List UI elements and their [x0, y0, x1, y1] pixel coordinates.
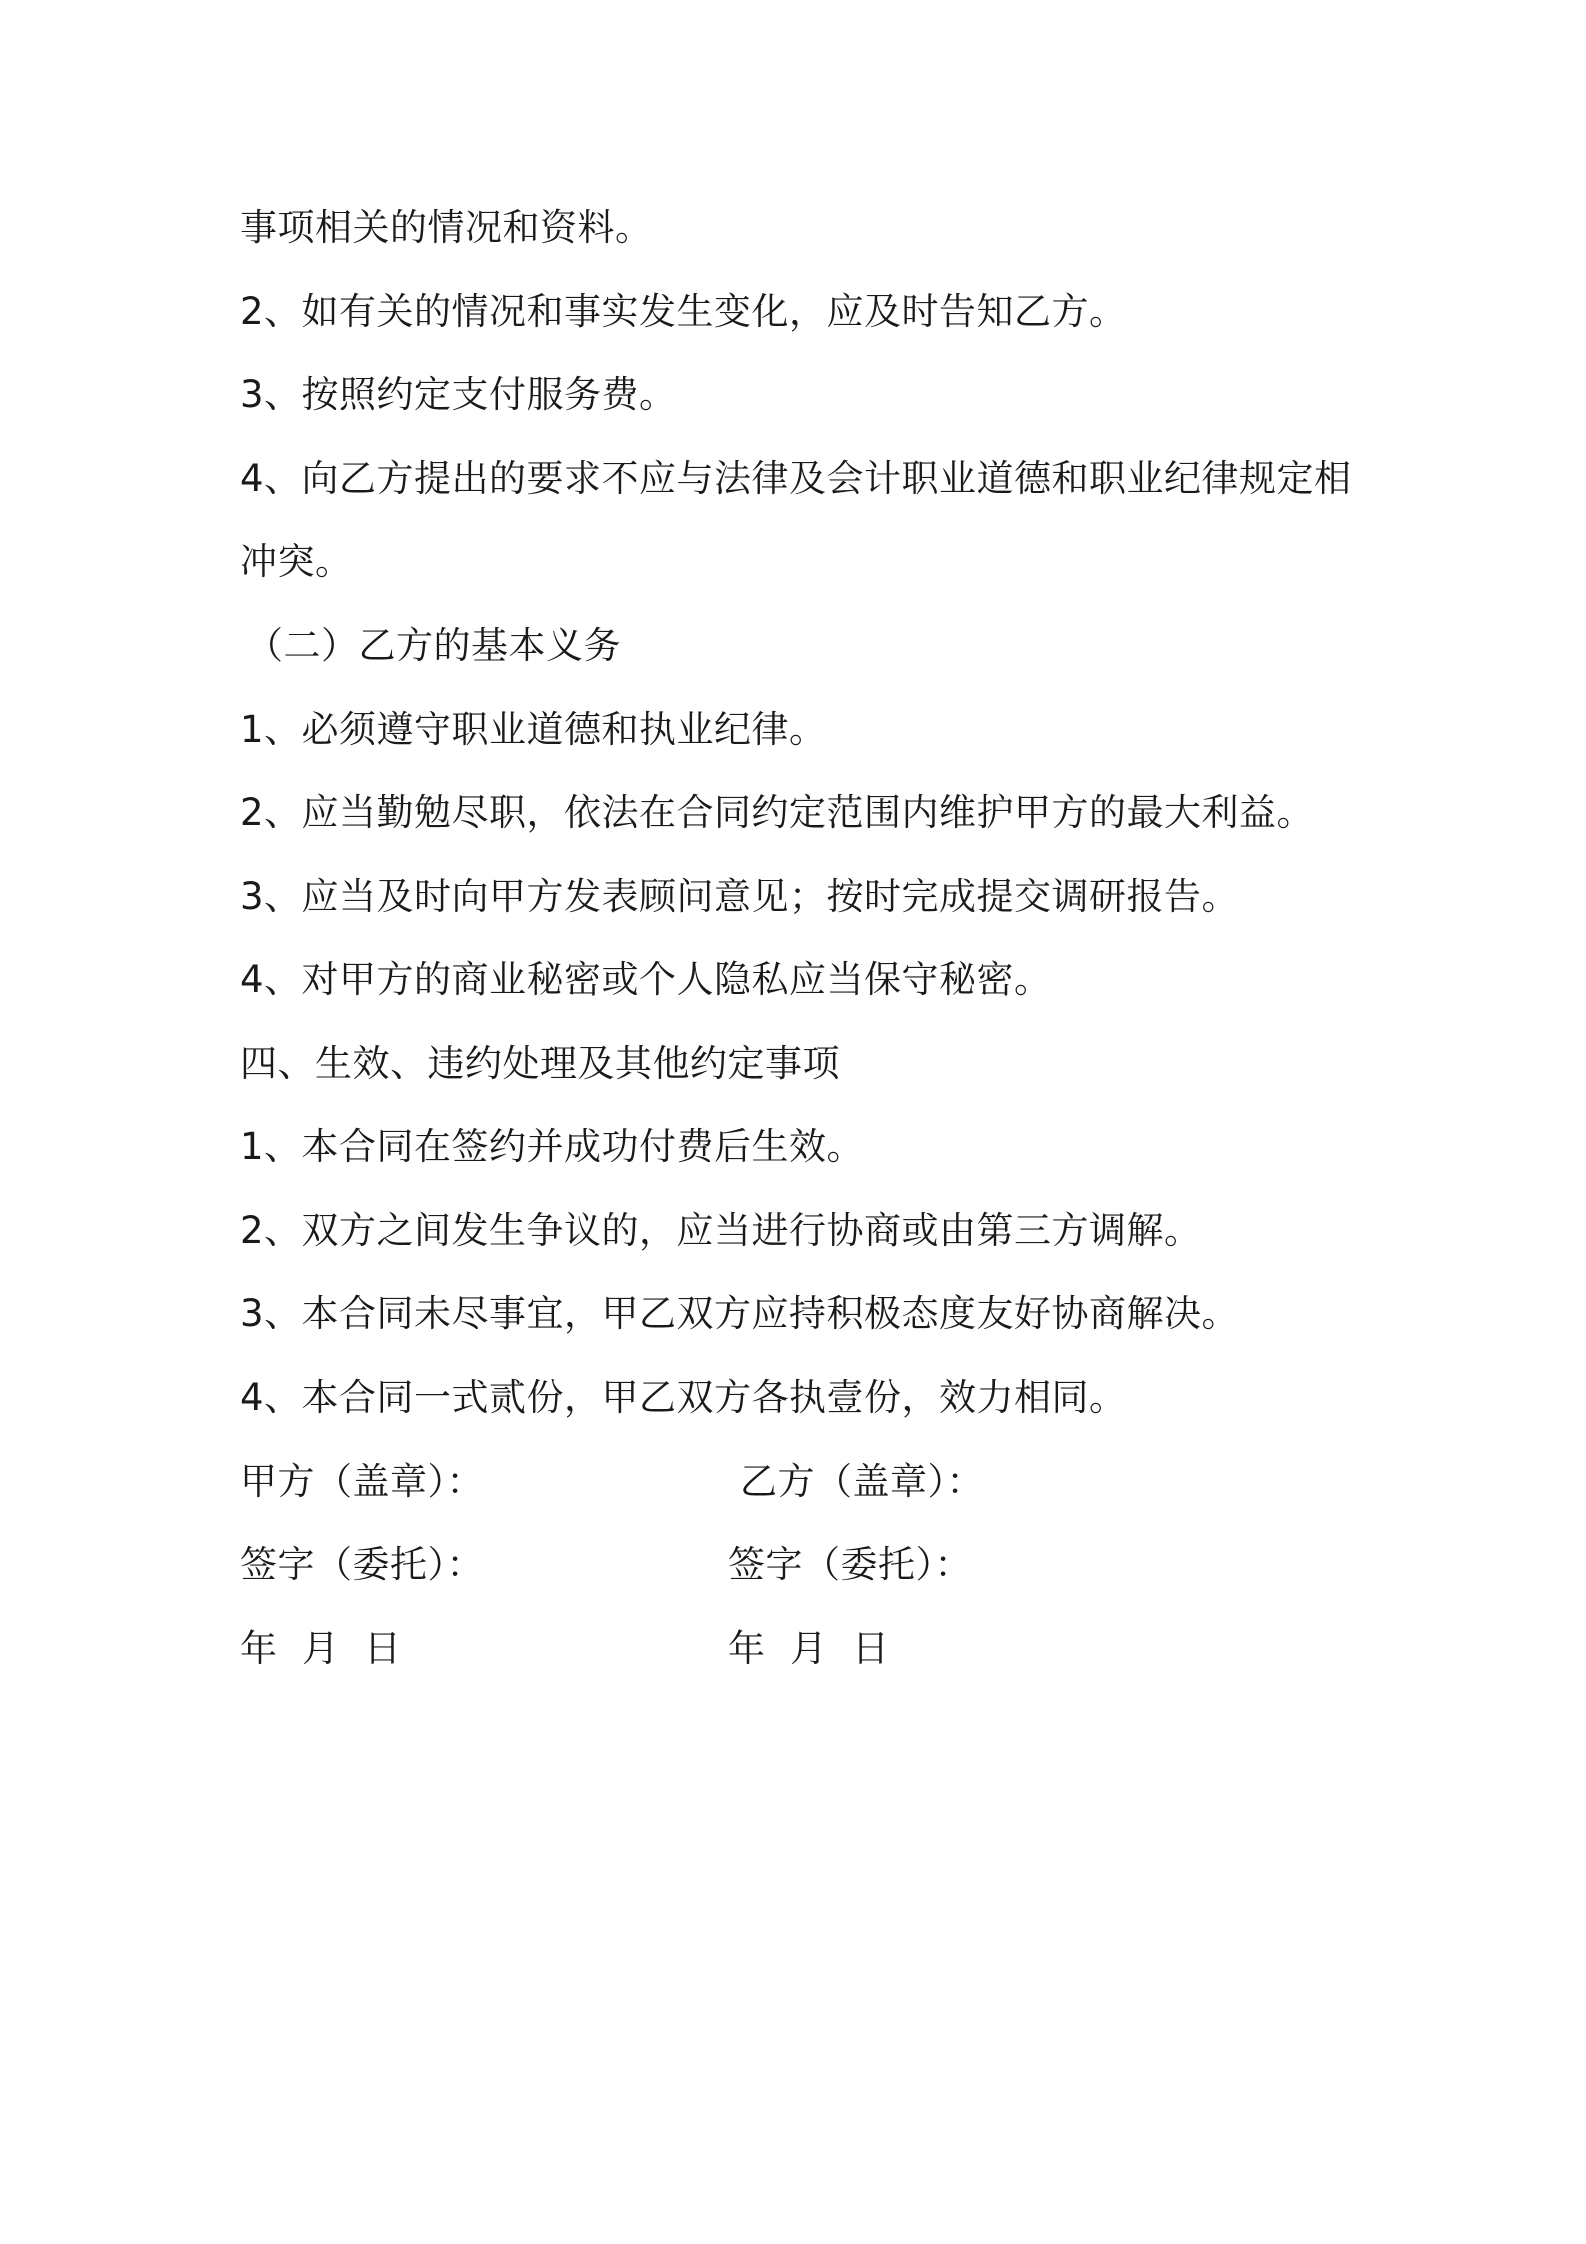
- clause-effect-2: 2、双方之间发生争议的，应当进行协商或由第三方调解。: [240, 1209, 1202, 1252]
- clause-party-a-2: 2、如有关的情况和事实发生变化，应及时告知乙方。: [240, 290, 1127, 333]
- clause-effect-1: 1、本合同在签约并成功付费后生效。: [240, 1125, 865, 1168]
- clause-effect-4: 4、本合同一式贰份，甲乙双方各执壹份，效力相同。: [240, 1376, 1127, 1419]
- clause-party-a-4: 4、向乙方提出的要求不应与法律及会计职业道德和职业纪律规定相: [240, 457, 1352, 500]
- section-heading-party-b-obligations: （二）乙方的基本义务: [246, 624, 621, 667]
- clause-party-a-4-continued: 冲突。: [240, 540, 353, 583]
- clause-text-line: 事项相关的情况和资料。: [240, 206, 653, 249]
- party-b-sign-label: 签字（委托）：: [728, 1543, 972, 1586]
- party-b-seal-label: 乙方（盖章）：: [740, 1460, 984, 1503]
- party-a-sign-label: 签字（委托）：: [240, 1543, 484, 1586]
- clause-party-b-2: 2、应当勤勉尽职，依法在合同约定范围内维护甲方的最大利益。: [240, 791, 1315, 834]
- clause-party-b-3: 3、应当及时向甲方发表顾问意见；按时完成提交调研报告。: [240, 875, 1240, 918]
- clause-party-b-4: 4、对甲方的商业秘密或个人隐私应当保守秘密。: [240, 958, 1052, 1001]
- clause-effect-3: 3、本合同未尽事宜，甲乙双方应持积极态度友好协商解决。: [240, 1292, 1240, 1335]
- party-a-date-label: 年 月 日: [240, 1627, 402, 1670]
- party-a-seal-label: 甲方（盖章）：: [240, 1460, 484, 1503]
- clause-party-b-1: 1、必须遵守职业道德和执业纪律。: [240, 708, 827, 751]
- clause-party-a-3: 3、按照约定支付服务费。: [240, 373, 677, 416]
- section-heading-effectiveness: 四、生效、违约处理及其他约定事项: [240, 1042, 840, 1085]
- party-b-date-label: 年 月 日: [728, 1627, 890, 1670]
